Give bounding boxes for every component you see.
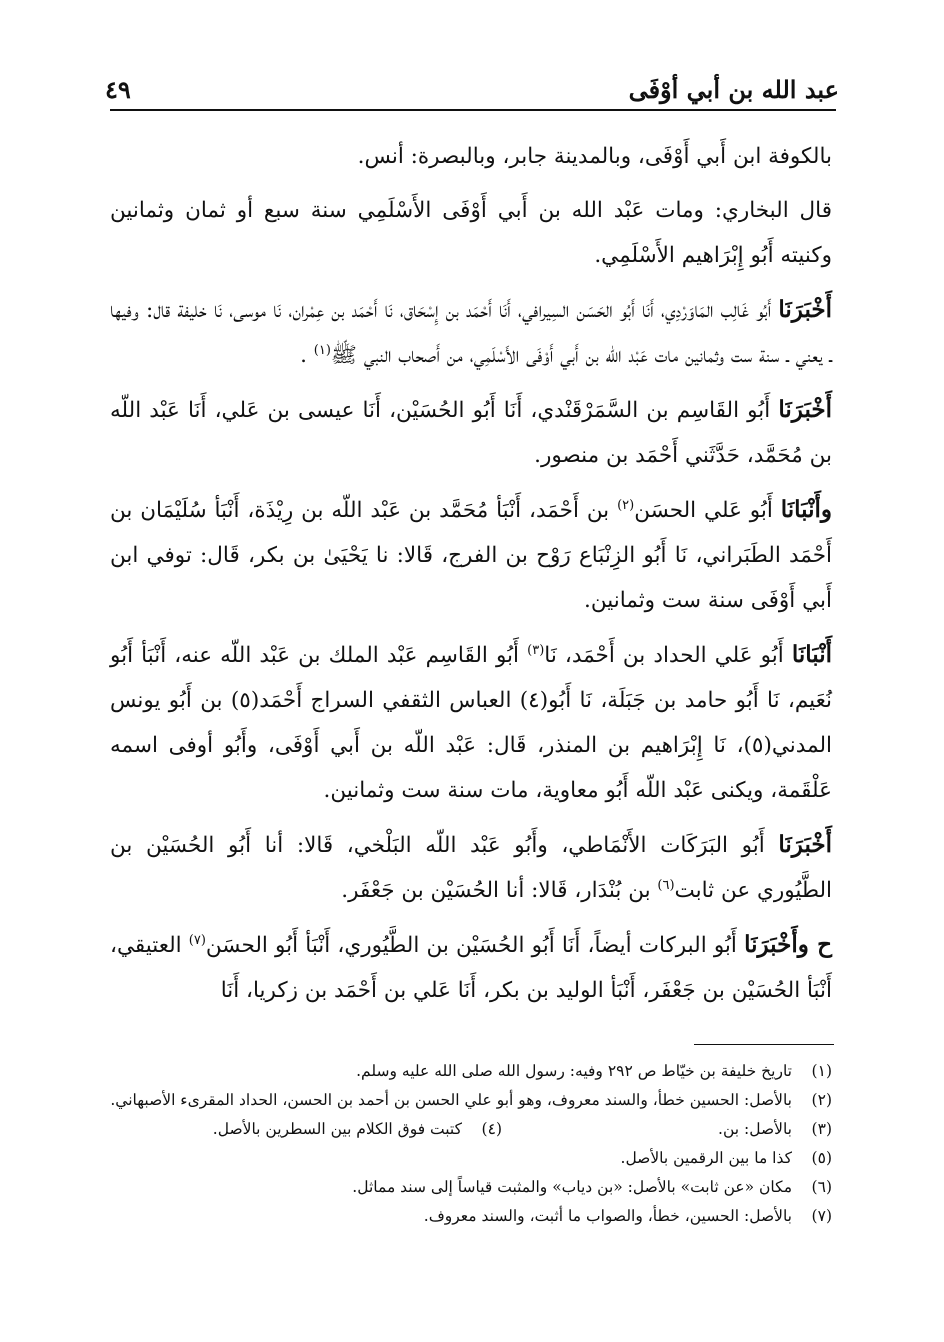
paragraph-lead: ح وأَخْبَرَنَا — [744, 931, 833, 958]
footnote-text: بالأصل: الحسين، خطأ، والصواب ما أثبت، والسند معروف. — [423, 1207, 792, 1225]
paragraph-text: أَبُو عَلي الحداد بن أَحْمَد، نَا — [544, 643, 792, 668]
footnote — [502, 1116, 832, 1142]
paragraph — [110, 487, 832, 623]
paragraph — [110, 387, 832, 478]
paragraph-text: أَبُو عَلي الحسَن — [634, 498, 781, 523]
paragraph-text: قال البخاري: ومات عَبْد الله بن أَبي أَوْفَى الأَسْلَمِي سنة سبع أو ثمان وثمانين وكنيته أَبُو إِبْرَاهيم الأَسْلَمِي. — [110, 198, 832, 268]
paragraph-lead: أَخْبَرَنَا — [778, 296, 832, 323]
footnote-number: (١) — [811, 1062, 832, 1080]
paragraph-tail: بن بُنْدَار، قَالا: أنا الحُسَيْن بن جَعْفَر. — [341, 878, 658, 903]
running-title: عبد الله بن أبي أوْفَى — [628, 74, 839, 104]
paragraph-tail: أَبُو القَاسِم عَبْد الملك بن عَبْد اللّه عنه، أَنْبَأ أَبُو نُعَيم، نَا أَبُو حامد بن جَبَلَة، نَا أَبُو(٤) العباس الثقفي السراج أَحْمَد(٥) بن أَبُو يونس المدني(٥)، نَا إِبْرَاهيم بن المنذر، قَال: عَبْد اللّه بن أَبي أَوْفَى، وأَبُو أوفى اسمه عَلْقَمة، ويكنى عَبْد اللّه أَبُو معاوية، مات سنة ست وثمانين. — [110, 643, 833, 803]
footnote — [108, 1058, 832, 1084]
footnote-marker: (٧) — [188, 932, 206, 948]
footnote-marker: (٣) — [527, 642, 545, 658]
paragraph-text: أَبُو البركات أيضاً، أَنَا أَبُو الحُسَيْن بن الطَّيُوري، أَنْبَأ أَبُو الحسَن — [205, 933, 745, 958]
footnote-rule — [694, 1044, 834, 1045]
footnote-row — [108, 1116, 832, 1142]
paragraph-lead: أَخْبَرَنَا — [778, 396, 832, 423]
paragraph — [110, 632, 832, 813]
footnote-text: بالأصل: الحسين خطأ، والسند معروف، وهو أبو علي الحسن بن أحمد بن الحسن، الحداد المقرىء الأصبهاني. — [110, 1091, 792, 1109]
paragraph-tail: . — [300, 343, 314, 368]
paragraph-lead: أَنْبَانَا — [791, 641, 833, 668]
footnote-number: (٦) — [811, 1178, 832, 1196]
footnote-text: كذا ما بين الرقمين بالأصل. — [620, 1149, 792, 1167]
footnote — [108, 1203, 832, 1229]
paragraph-text: بالكوفة ابن أَبي أَوْفَى، وبالمدينة جابر، وبالبصرة: أنس. — [357, 144, 832, 169]
footnote — [108, 1145, 832, 1171]
footnote-number: (٣) — [811, 1120, 832, 1138]
page-number: ٤٩ — [105, 74, 131, 104]
paragraph — [110, 134, 832, 179]
footnote-marker: (٢) — [617, 497, 635, 513]
paragraph — [110, 188, 832, 278]
footnote-number: (٢) — [811, 1091, 832, 1109]
paragraph — [110, 922, 832, 1013]
footnote-text: مكان «عن ثابت» بالأصل: «بن دياب» والمثبت قياساً إلى سند مماثل. — [352, 1178, 792, 1196]
footnote — [108, 1116, 502, 1142]
paragraph-tail: العتيقي، أَنْبَأ الحُسَيْن بن جَعْفَر، أَنْبَأ الوليد بن بكر، أَنَا عَلي بن أَحْمَد بن زكريا، أَنَا — [110, 933, 832, 1003]
paragraph-text: أَبُو البَرَكَات الأَنْمَاطي، وأَبُو عَبْد اللّه البَلْخي، قَالا: أنا أَبُو الحُسَيْن بن الطَّيُوري عن ثابت — [110, 833, 832, 903]
footnote-text: تاريخ خليفة بن خيّاط ص ٢٩٢ وفيه: رسول الله صلى الله عليه وسلم. — [356, 1062, 792, 1080]
footnote-marker: (٦) — [657, 877, 675, 893]
paragraph-lead: وأَنْبَانَا — [780, 496, 833, 523]
footnote — [108, 1174, 832, 1200]
main-text — [110, 134, 832, 1022]
footnote-marker: (١) — [313, 342, 331, 358]
footnote — [108, 1087, 832, 1113]
paragraph-lead: أَخْبَرَنَا — [778, 831, 832, 858]
footnotes — [108, 1058, 832, 1232]
page-header — [105, 72, 839, 106]
paragraph-tail: بن أَحْمَد، أَنْبَأ مُحَمَّد بن عَبْد اللّه بن رِيْذَة، أَنْبَأ سُلَيْمَان بن أَحْمَد الطَبَراني، نَا أَبُو الزِنْبَاع رَوْح بن الفرج، قَالا: نا يَحْيَىٰ بن بكر، قَال: توفي ابن أَبي أَوْفَى سنة ست وثمانين. — [110, 498, 832, 613]
footnote-number: (٧) — [811, 1207, 832, 1225]
paragraph — [110, 287, 832, 378]
footnote-text: كتبت فوق الكلام بين السطرين بالأصل. — [212, 1120, 462, 1138]
paragraph-text: أَبُو غَالِب المَاوَرْدِي، أَنَا أَبُو الحَسَن السِيرافي، أَنَا أَحْمَد بن إِسْحَاق، نَا أَحْمَد بن عِمْران، نَا موسى، نَا خليفة قال: وفيها ـ يعني ـ سنة ست وثمانين مات عَبْد اللّه بن أَبي أَوْفَى الأَسْلَمِي، من أَصحاب النبي ﷺ — [110, 298, 832, 368]
footnote-number: (٤) — [481, 1120, 502, 1138]
footnote-number: (٥) — [811, 1149, 832, 1167]
footnote-text: بالأصل: بن. — [718, 1120, 792, 1138]
header-rule — [110, 109, 836, 111]
paragraph-text: أَبُو القَاسِم بن السَّمَرْقَنْدي، أَنَا أَبُو الحُسَيْن، أَنَا عيسى بن عَلي، أَنَا عَبْد اللّه بن مُحَمَّد، حَدَّثَني أَحْمَد بن منصور. — [110, 398, 832, 468]
paragraph — [110, 822, 832, 913]
